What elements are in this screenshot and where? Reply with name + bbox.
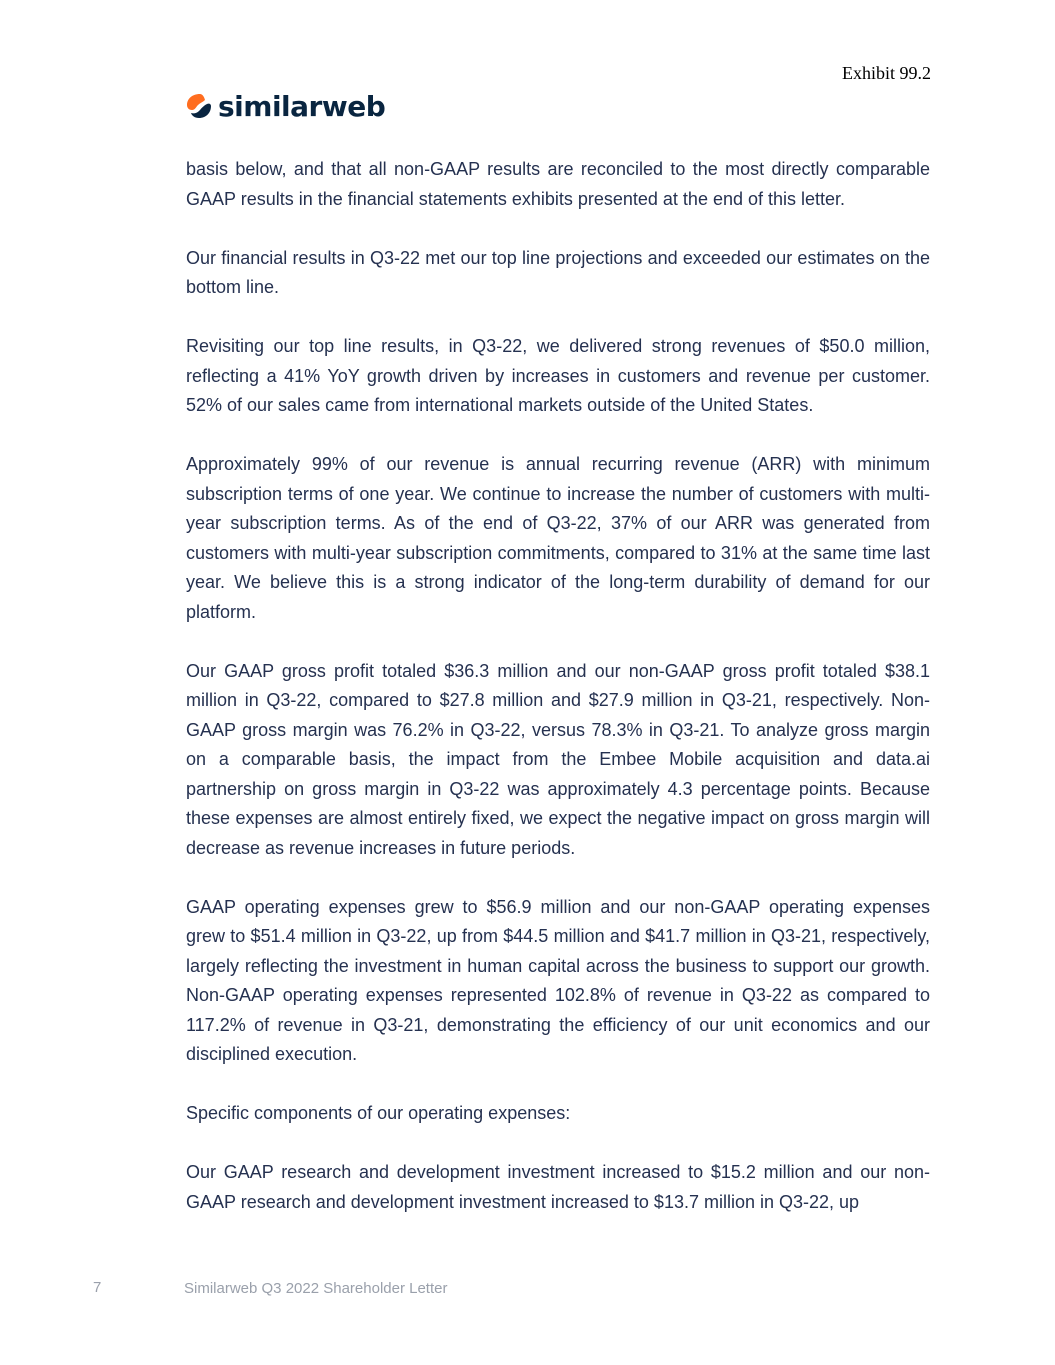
- paragraph: basis below, and that all non-GAAP results are reconciled to the most directly comparable GAAP results in the financial statements exhibits presented at the end of this letter.: [186, 159, 930, 209]
- letter-body: [186, 155, 930, 1247]
- paragraph: GAAP operating expenses grew to $56.9 million and our non-GAAP operating expenses grew to $51.4 million in Q3-22, up from $44.5 million and $41.7 million in Q3-21, respectively, largely reflecting the investment in human capital across the business to support our growth. Non-GAAP operating expenses represented 102.8% of revenue in Q3-22 as compared to 117.2% of revenue in Q3-21, demonstrating the efficiency of our unit economics and our disciplined execution.: [186, 896, 930, 1064]
- paragraph: Our GAAP research and development investment increased to $15.2 million and our non-GAAP research and development investment increased to $13.7 million in Q3-22, up: [186, 1162, 930, 1212]
- page-number: 7: [93, 1279, 102, 1296]
- logo-text: similarweb: [218, 89, 386, 123]
- paragraph: Approximately 99% of our revenue is annual recurring revenue (ARR) with minimum subscription terms of one year. We continue to increase the number of customers with multi-year subscription terms. As of the end of Q3-22, 37% of our ARR was generated from customers with multi-year subscription commitments, compared to 31% at the same time last year. We believe this is a strong indicator of the long-term durability of demand for our platform.: [186, 454, 930, 622]
- paragraph: Our GAAP gross profit totaled $36.3 million and our non-GAAP gross profit totaled $38.1 million in Q3-22, compared to $27.8 million and $27.9 million in Q3-21, respectively. Non-GAAP gross margin was 76.2% in Q3-22, versus 78.3% in Q3-21. To analyze gross margin on a comparable basis, the impact from the Embee Mobile acquisition and data.ai partnership on gross margin in Q3-22 was approximately 4.3 percentage points. Because these expenses are almost entirely fixed, we expect the negative impact on gross margin will decrease as revenue increases in future periods.: [186, 660, 930, 858]
- paragraph: Revisiting our top line results, in Q3-22, we delivered strong revenues of $50.0 million, reflecting a 41% YoY growth driven by increases in customers and revenue per customer. 52% of our sales came from international markets outside of the United States.: [186, 336, 930, 415]
- footer-document-title: Similarweb Q3 2022 Shareholder Letter: [184, 1280, 448, 1297]
- paragraph: Our financial results in Q3-22 met our top line projections and exceeded our estimates on the bottom line.: [186, 247, 930, 297]
- company-logo: [186, 86, 385, 126]
- exhibit-label: Exhibit 99.2: [842, 63, 931, 83]
- paragraph: Specific components of our operating expenses:: [186, 1103, 571, 1123]
- similarweb-logo-icon: [186, 93, 212, 119]
